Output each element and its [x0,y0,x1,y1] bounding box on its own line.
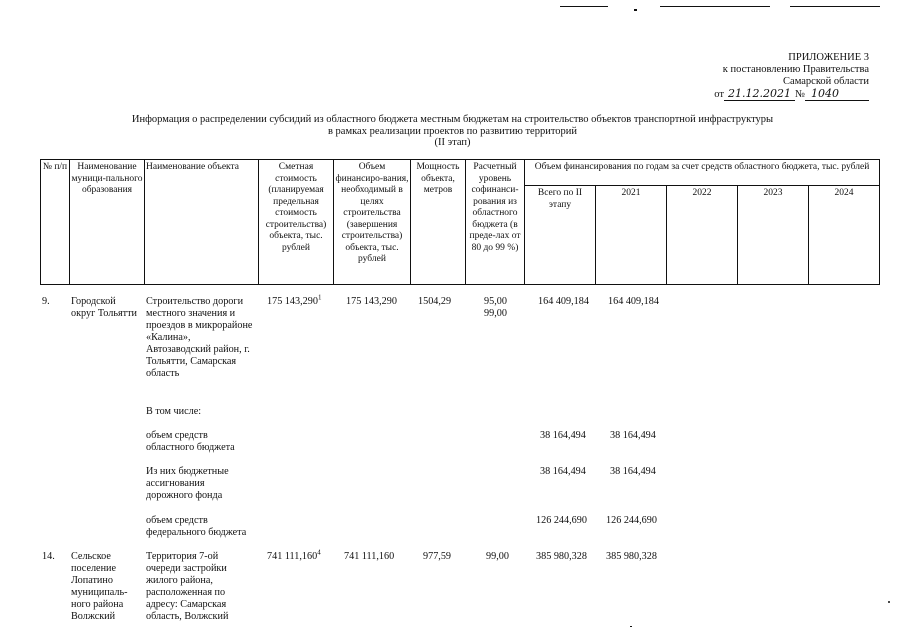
title-line-1: Информация о распределении субсидий из областного бюджета местным бюджетам на строительство объектов транспортной инфраструктуры [131,114,774,125]
header-level: Расчетный уровень софинанси-рования из областного бюджета (в преде-лах от 80 до 99 %) [466,160,525,285]
header-2022: 2022 [667,186,738,285]
appendix-block [714,52,869,101]
scan-speck [630,626,632,627]
header-capacity: Мощность объекта, метров [411,160,466,285]
row-9-sub3-2021: 126 244,690 [606,515,657,526]
row-9-sub1-label: объем средств областного бюджета [146,430,235,453]
appendix-line-2: Самарской области [783,76,869,87]
decree-number: 1040 [805,88,869,101]
row-9-sub2-2021: 38 164,494 [610,466,656,477]
header-2023: 2023 [738,186,809,285]
row-14-num: 14. [42,551,55,562]
scan-speck [634,9,637,11]
appendix-title: ПРИЛОЖЕНИЕ 3 [788,52,869,63]
header-total: Всего по II этапу [525,186,596,285]
row-9-cost-footnote: 1 [317,293,322,302]
row-14-municipality: Сельское поселение Лопатино муниципаль-ного района Волжский [71,551,128,622]
table-header [40,159,880,285]
decree-date: 21.12.2021 [724,88,795,101]
row-9-sub1-2021: 38 164,494 [610,430,656,441]
row-9-cost-value: 175 143,290 [267,296,318,307]
scan-mark-top [560,6,608,7]
header-2024: 2024 [809,186,880,285]
title-line-2: в рамках реализации проектов по развитию территорий [327,125,578,137]
scan-mark-top-far [790,6,880,7]
row-9-including: В том числе: [146,406,202,417]
row-9-num: 9. [42,296,50,307]
row-14-cost [267,548,321,563]
row-9-cost [267,293,322,308]
row-9-level-1: 95,00 [484,296,507,307]
row-9-total: 164 409,184 [538,296,589,307]
row-9-municipality: Городской округ Тольятти [71,296,138,319]
title-line-3: (II этап) [434,137,471,148]
row-14-capacity: 977,59 [423,551,452,562]
row-14-cost-footnote: 4 [317,548,321,557]
header-financing: Объем финансирования по годам за счет средств областного бюджета, тыс. рублей [525,160,880,186]
row-9-volume: 175 143,290 [346,296,397,307]
prefix-number: № [794,89,805,100]
scan-mark-top-right [660,6,770,7]
header-cost: Сметная стоимость (планируемая предельная стоимость строительства) объекта, тыс. рублей [259,160,334,285]
appendix-line-1: к постановлению Правительства [722,64,869,75]
row-9-capacity: 1504,29 [418,296,452,307]
row-9-sub3-total: 126 244,690 [536,515,587,526]
header-object: Наименование объекта [145,160,259,285]
row-9-object: Строительство дороги местного значения и проездов в микрорайоне «Калина», Автозаводский район, г. Тольятти, Самарская область [146,296,253,379]
row-14-object: Территория 7-ой очереди застройки жилого района, расположенная по адресу: Самарская область, Волжский [146,551,229,622]
row-9-sub3-label: объем средств федерального бюджета [146,515,247,538]
header-2021: 2021 [596,186,667,285]
header-municipality: Наименование муници-пального образования [70,160,145,285]
row-9-2021: 164 409,184 [608,296,659,307]
row-9-sub2-label: Из них бюджетные ассигнования дорожного фонда [146,466,229,501]
row-14-total: 385 980,328 [536,551,587,562]
row-9-level-2: 99,00 [484,308,507,319]
prefix-from: от [714,89,724,100]
appendix-signature-line [714,88,869,101]
document-title [0,114,905,149]
row-14-volume: 741 111,160 [344,551,395,562]
header-volume: Объем финансиро-вания, необходимый в целях строительства (завершения строительства) объекта, тыс. рублей [334,160,411,285]
row-14-cost-value: 741 111,160 [267,551,318,562]
row-14-2021: 385 980,328 [606,551,657,562]
row-9-sub2-total: 38 164,494 [540,466,586,477]
scan-speck [888,601,890,603]
row-14-level: 99,00 [486,551,509,562]
header-num: № п/п [41,160,70,285]
row-9-sub1-total: 38 164,494 [540,430,586,441]
